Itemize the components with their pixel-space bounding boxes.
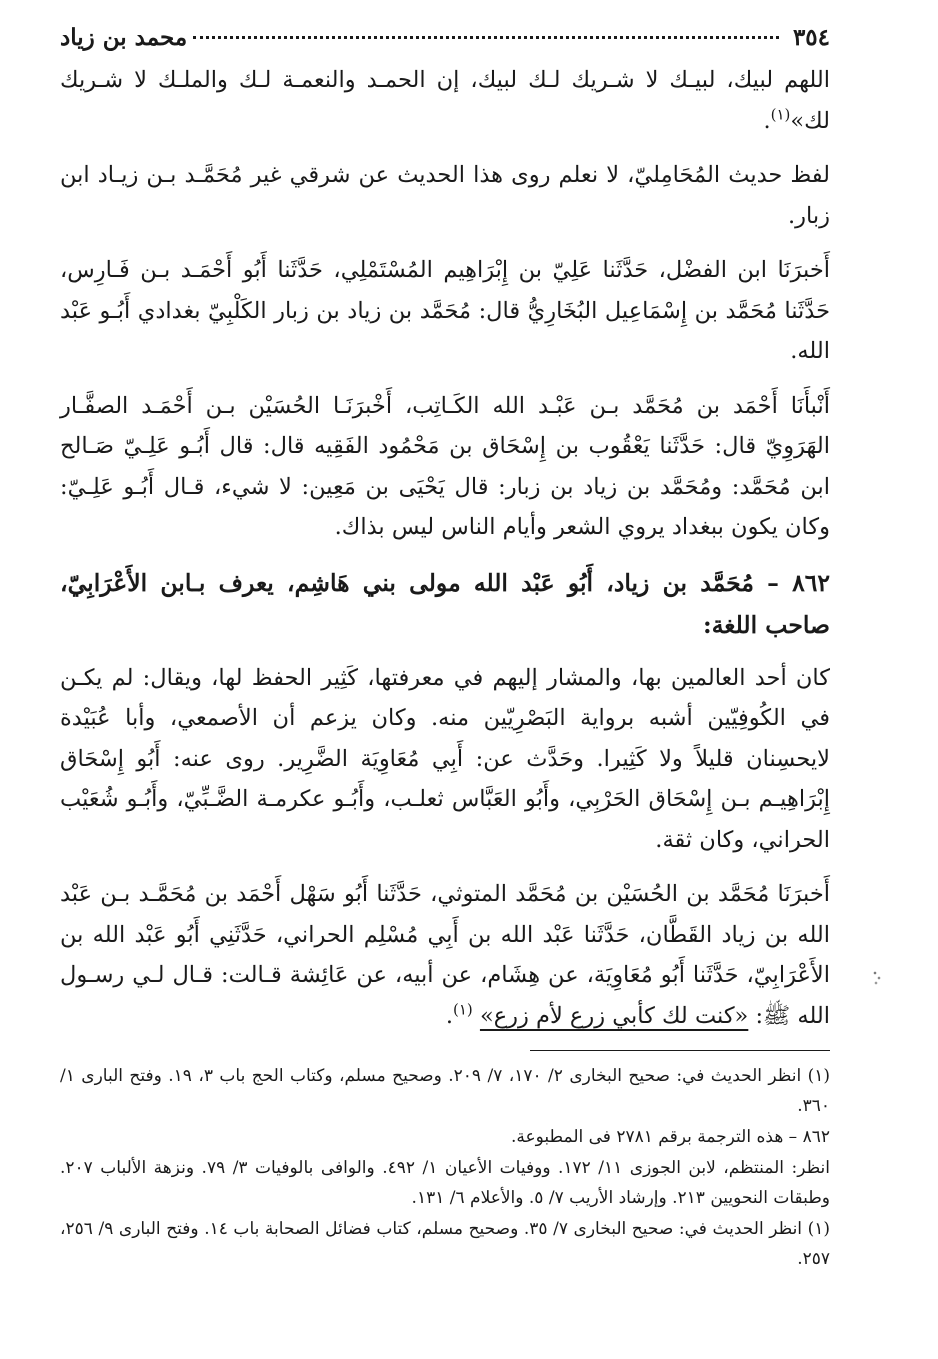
paragraph-mahamili: لفظ حديث المُحَامِليّ، لا نعلم روى هذا الحديث عن شرقي غير مُحَمَّـد بـن زيـاد ابن زبار. [60,162,830,229]
footnote-marker: (١) [453,1000,473,1018]
paragraph-isnad-harawi: أَنْبأَنَا أَحْمَد بن مُحَمَّد بـن عَبْـد الله الكَـاتِب، أَخْبرَنَـا الحُسَيْن بـن أَحْمَـد الصفَّـار الهَرَوِيّ قال: حَدَّثَنا يَعْقُوب بن إِسْحَاق بن مَحْمُود الفَقِيه قال: قال أَبُـو عَلِـيّ صَـالح ابن مُحَمَّد: ومُحَمَّد بن زياد بن زبار: قال يَحْيَى بن مَعِين: لا شيء، قـال أَبُـو عَلِـيّ: وكان يكون ببغداد يروي الشعر وأيام الناس ليس بذاك. [60,392,830,540]
footnote-1: (١) انظر الحديث في: صحيح البخارى ٢/ ١٧٠، ٧/ ٢٠٩. وصحيح مسلم، وكتاب الحج باب ٣، ١٩. وفتح البارى ١/ ٣٦٠. [60,1066,831,1116]
entry-heading-862: ٨٦٢ – مُحَمَّد بن زياد، أَبُو عَبْد الله مولى بني هَاشِم، يعرف بـابن الأَعْرَابِيّ، صاحب اللغة: [60,568,830,639]
footnote-2: (١) انظر الحديث في: صحيح البخارى ٧/ ٣٥. وصحيح مسلم، كتاب فضائل الصحابة باب ١٤. وفتح البارى ٩/ ٢٥٦، ٢٥٧. [60,1219,830,1269]
footnote-separator [530,1050,830,1051]
paragraph-text: أَخبرَنَا مُحَمَّد بن الحُسَيْن بن مُحَمَّد المتوثي، حَدَّثَنا أَبُو سَهْل أَحْمَد بن مُحَمَّـد بـن عَبْد الله بن زياد القَطَّان، حَدَّثَنا عَبْد الله بن أَبِي مُسْلِم الحراني، حَدَّثَنِي أَبُو عَبْد الله بن الأَعْرَابِيّ، حَدَّثَنا أَبُو مُعَاوِيَة، عن هِشَام، عن أبيه، عن عَائِشة قـالت: قـال لـي رسـول الله ﷺ: [60,881,830,1029]
paragraph-text: اللهم لبيك، لبيـك لا شـريك لـك لبيك، إن الحمـد والنعمـة لـك والملـك لا شـريك لك» [60,67,830,134]
running-header [60,20,830,56]
main-text [60,60,830,1036]
page-number: ٣٥٤ [792,24,830,51]
paragraph-end: . [763,107,771,134]
paragraph-end: . [445,1002,453,1029]
book-page [60,20,830,1275]
footnote-references: انظر: المنتظم، لابن الجوزى ١١/ ١٧٢. ووفيات الأعيان ١/ ٤٩٢. والوافى بالوفيات ٣/ ٧٩. ونزهة الألباب ٢٠٧. وطبقات النحويين ٢١٣. وإرشاد الأريب ٧/ ٥. والأعلام ٦/ ١٣١. [60,1158,830,1208]
leader-dots [193,35,779,39]
scan-speck [872,970,882,986]
paragraph-hadith-abi-zar [60,874,830,1036]
footnote-entry-862: ٨٦٢ – هذه الترجمة برقم ٢٧٨١ فى المطبوعة. [510,1127,830,1147]
paragraph-hadith-end [60,60,830,141]
running-title: محمد بن زياد [60,24,188,51]
paragraph-isnad-bukhari: أَخبرَنَا ابن الفضْل، حَدَّثَنا عَلِيّ بن إِبْرَاهِيم المُسْتَمْلِي، حَدَّثَنا أَبُو أَحْمَـد بـن فَـارِس، حَدَّثَنا مُحَمَّد بن إِسْمَاعِيل البُخَارِيُّ قال: مُحَمَّد بن زياد بن زبار الكَلْبِيّ بغدادي أَبُـو عَبْد الله. [60,257,830,364]
hadith-quote: «كنت لك كأبي زرع لأم زرع» [479,1002,749,1029]
paragraph-biography: كان أحد العالمين بها، والمشار إليهم في معرفتها، كَثِير الحفظ لها، ويقال: لم يكـن في الكُوفِيّين أشبه برواية البَصْرِيّين منه. وكان يزعم أن الأصمعي، وأبا عُبَيْدة لايحسِنان قليلاً ولا كَثِيرا. وحَدَّث عن: أَبِي مُعَاوِيَة الضَّرِير. روى عنه: أَبُو إِسْحَاق إِبْرَاهِيـم بـن إِسْحَاق الحَرْبِي، وأَبُو العَبَّاس ثعلـب، وأَبُـو عكرمـة الضَّـبِّيّ، وأَبُـو شُعَيْب الحراني، وكان ثقة. [60,664,830,853]
footnote-marker: (١) [770,105,791,123]
footnotes [60,1061,830,1274]
